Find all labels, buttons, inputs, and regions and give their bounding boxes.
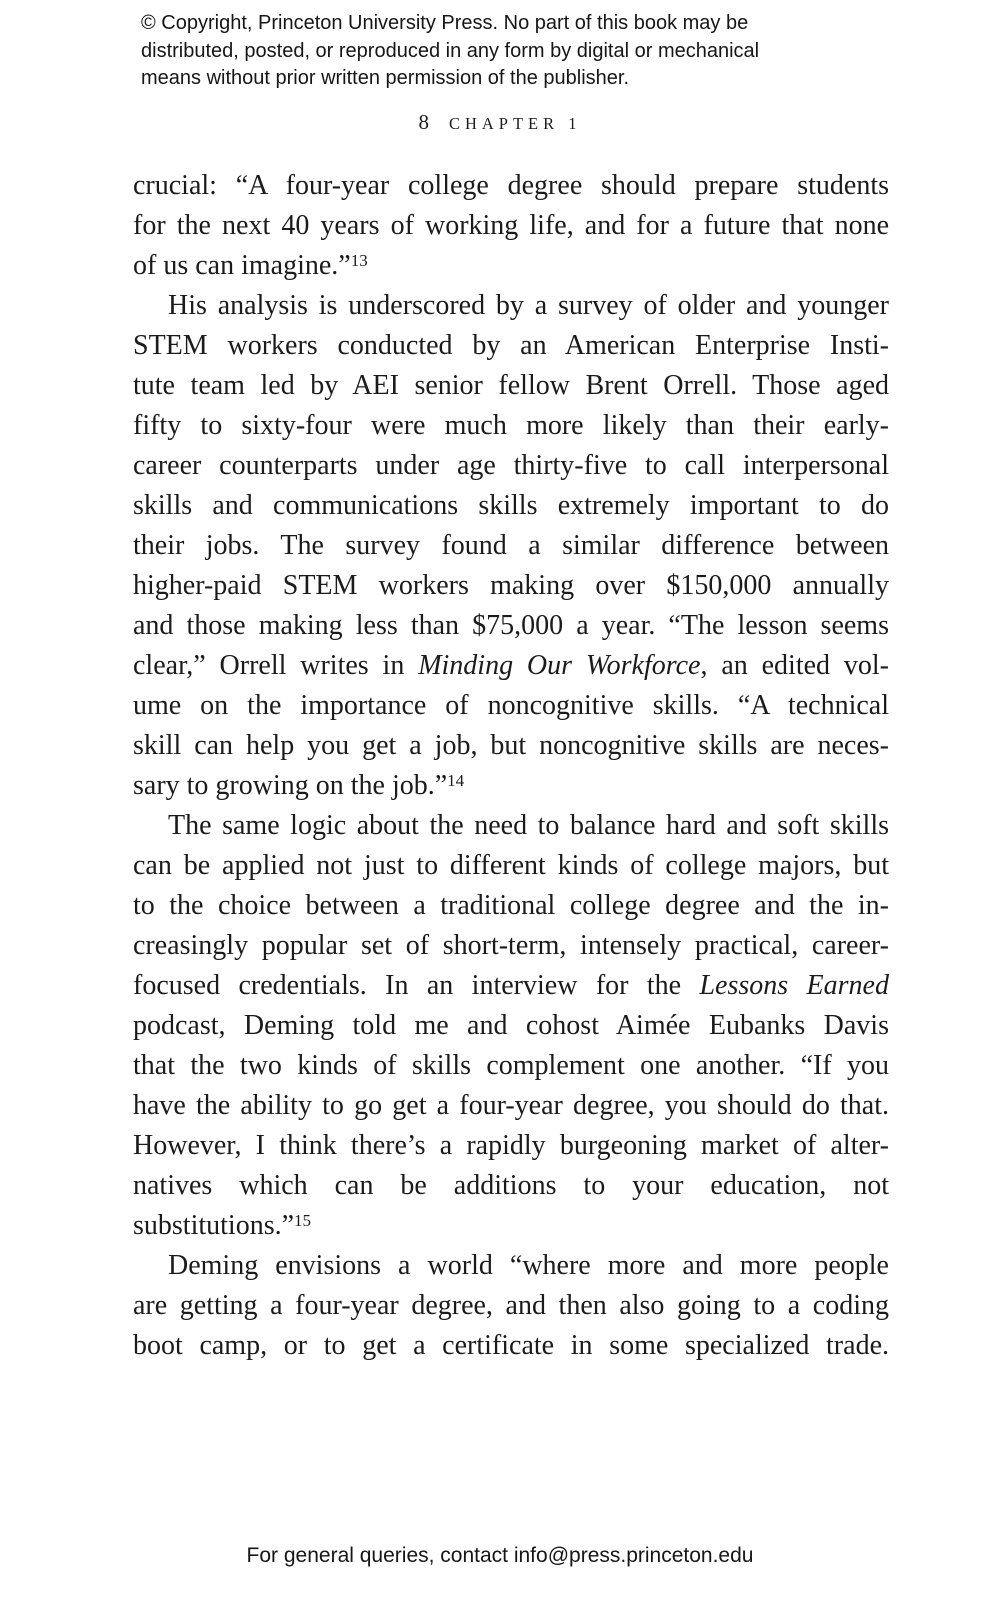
body-line bbox=[133, 726, 889, 766]
body-line bbox=[133, 846, 889, 886]
footnote-reference: 15 bbox=[294, 1210, 312, 1230]
text-segment: their jobs. The survey found a similar difference between bbox=[133, 530, 889, 561]
text-segment: for the next 40 years of working life, and for a future that none bbox=[133, 210, 889, 241]
body-line bbox=[133, 1286, 889, 1326]
body-line bbox=[133, 886, 889, 926]
body-line bbox=[133, 1046, 889, 1086]
body-line bbox=[133, 966, 889, 1006]
text-segment: crucial: “A four-year college degree should prepare students bbox=[133, 170, 889, 201]
body-line bbox=[133, 686, 889, 726]
paragraph bbox=[133, 286, 889, 806]
body-line bbox=[133, 926, 889, 966]
text-segment: The same logic about the need to balance hard and soft skills bbox=[168, 810, 889, 841]
body-line bbox=[133, 1086, 889, 1126]
italic-title: Minding Our Workforce bbox=[418, 650, 701, 681]
body-text bbox=[133, 166, 889, 1366]
paragraph bbox=[133, 1246, 889, 1366]
text-segment: are getting a four-year degree, and then also going to a coding bbox=[133, 1290, 889, 1321]
body-line bbox=[133, 486, 889, 526]
running-head bbox=[0, 110, 1000, 135]
text-segment: boot camp, or to get a certificate in some specialized trade. bbox=[133, 1330, 889, 1361]
chapter-label: CHAPTER 1 bbox=[448, 114, 582, 133]
text-segment: skills and communications skills extremely important to do bbox=[133, 490, 889, 521]
text-segment: natives which can be additions to your education, not bbox=[133, 1170, 889, 1201]
text-segment: can be applied not just to different kinds of college majors, but bbox=[133, 850, 889, 881]
text-segment: higher-paid STEM workers making over $150,000 annually bbox=[133, 570, 889, 601]
body-line bbox=[133, 206, 889, 246]
copyright-notice bbox=[141, 10, 871, 93]
body-line bbox=[133, 1006, 889, 1046]
text-segment: have the ability to go get a four-year degree, you should do that. bbox=[133, 1090, 889, 1121]
body-line bbox=[133, 806, 889, 846]
text-segment: of us can imagine.” bbox=[133, 250, 351, 281]
body-line bbox=[133, 1326, 889, 1366]
body-line bbox=[133, 766, 889, 806]
text-segment: career counterparts under age thirty-five to call interpersonal bbox=[133, 450, 889, 481]
body-line bbox=[133, 446, 889, 486]
italic-title: Lessons Earned bbox=[699, 970, 889, 1001]
footnote-reference: 13 bbox=[350, 250, 368, 270]
body-line bbox=[133, 1166, 889, 1206]
body-line bbox=[133, 606, 889, 646]
text-segment: substitutions.” bbox=[133, 1210, 295, 1241]
text-segment: skill can help you get a job, but noncognitive skills are neces- bbox=[133, 730, 889, 761]
text-segment: ume on the importance of noncognitive skills. “A technical bbox=[133, 690, 889, 721]
page-number: 8 bbox=[418, 110, 429, 134]
text-segment: tute team led by AEI senior fellow Brent Orrell. Those aged bbox=[133, 370, 889, 401]
body-line bbox=[133, 326, 889, 366]
body-line bbox=[133, 246, 889, 286]
text-segment: and those making less than $75,000 a year. “The lesson seems bbox=[133, 610, 889, 641]
body-line bbox=[133, 286, 889, 326]
body-line bbox=[133, 646, 889, 686]
text-segment: that the two kinds of skills complement one another. “If you bbox=[133, 1050, 889, 1081]
text-segment: However, I think there’s a rapidly burgeoning market of alter- bbox=[133, 1130, 889, 1161]
text-segment: Deming envisions a world “where more and more people bbox=[168, 1250, 889, 1281]
text-segment: STEM workers conducted by an American Enterprise Insti- bbox=[133, 330, 889, 361]
body-line bbox=[133, 366, 889, 406]
body-line bbox=[133, 166, 889, 206]
text-segment: His analysis is underscored by a survey of older and younger bbox=[168, 290, 889, 321]
copyright-line-2: distributed, posted, or reproduced in any form by digital or mechanical bbox=[141, 39, 760, 62]
body-line bbox=[133, 566, 889, 606]
paragraph bbox=[133, 806, 889, 1246]
body-line bbox=[133, 1126, 889, 1166]
text-segment: sary to growing on the job.” bbox=[133, 770, 448, 801]
body-line bbox=[133, 1246, 889, 1286]
text-segment: to the choice between a traditional college degree and the in- bbox=[133, 890, 889, 921]
body-line bbox=[133, 526, 889, 566]
text-segment: podcast, Deming told me and cohost Aimée Eubanks Davis bbox=[133, 1010, 889, 1041]
footnote-reference: 14 bbox=[447, 770, 465, 790]
copyright-line-1: © Copyright, Princeton University Press. No part of this book may be bbox=[141, 12, 749, 34]
paragraph bbox=[133, 166, 889, 286]
text-segment: focused credentials. In an interview for the bbox=[133, 970, 700, 1001]
text-segment: creasingly popular set of short-term, intensely practical, career- bbox=[133, 930, 889, 961]
text-segment: clear,” Orrell writes in bbox=[133, 650, 419, 681]
footer-contact: For general queries, contact info@press.princeton.edu bbox=[246, 1544, 754, 1567]
body-line bbox=[133, 1206, 889, 1246]
text-segment: , an edited vol- bbox=[700, 650, 889, 681]
body-line bbox=[133, 406, 889, 446]
copyright-line-3: means without prior written permission of the publisher. bbox=[141, 67, 630, 89]
text-segment: fifty to sixty-four were much more likely than their early- bbox=[133, 410, 889, 441]
